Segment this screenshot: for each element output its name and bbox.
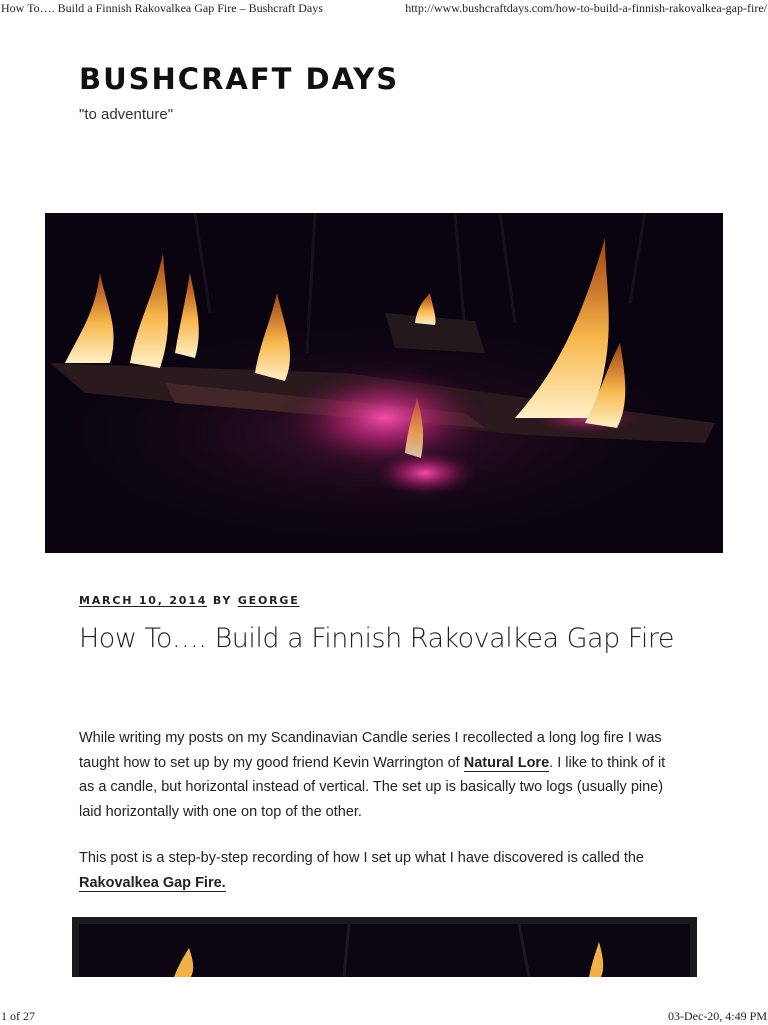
site-title[interactable]: BUSHCRAFT DAYS [79, 62, 400, 96]
entry-meta [79, 594, 300, 607]
natural-lore-link[interactable]: Natural Lore [463, 754, 550, 771]
print-footer [0, 1009, 768, 1025]
post-title: How To…. Build a Finnish Rakovalkea Gap Fire [79, 623, 674, 654]
paragraph-2 [79, 846, 679, 895]
featured-image-fire [45, 213, 723, 553]
post-image-fire [72, 917, 697, 977]
post-date-link[interactable]: MARCH 10, 2014 [79, 594, 208, 607]
paragraph-2-text-a: This post is a step-by-step recording of how I set up what I have discovered is called the [79, 850, 644, 866]
print-page-title: How To…. Build a Finnish Rakovalkea Gap Fire – Bushcraft Days [1, 1, 323, 15]
paragraph-1 [79, 726, 679, 824]
byline-label: BY [212, 594, 233, 607]
fire-photo-illustration [45, 213, 723, 553]
post-content [79, 726, 679, 917]
paragraph-1-text-b: . I like to think of it as a candle, but horizontal instead of vertical. The set up is basically two logs (usually pine) laid horizontally with one on top of the other. [79, 754, 666, 820]
print-page-url: http://www.bushcraftdays.com/how-to-build-a-finnish-rakovalkea-gap-fire/ [405, 1, 767, 15]
post-image-frame [79, 924, 690, 977]
rakovalkea-gap-fire-link[interactable]: Rakovalkea Gap Fire. [79, 874, 226, 891]
print-header [0, 1, 768, 17]
author-link[interactable]: GEORGE [237, 594, 300, 607]
page-count: 1 of 27 [1, 1009, 35, 1023]
site-tagline: "to adventure" [79, 106, 174, 123]
paragraph-1-text-a: While writing my posts on my Scandinavian Candle series I recollected a long log fire I was taught how to set up by my good friend Kevin Warrington of [79, 730, 662, 771]
print-datetime: 03-Dec-20, 4:49 PM [668, 1009, 767, 1023]
fire-photo-illustration-2 [79, 924, 690, 977]
